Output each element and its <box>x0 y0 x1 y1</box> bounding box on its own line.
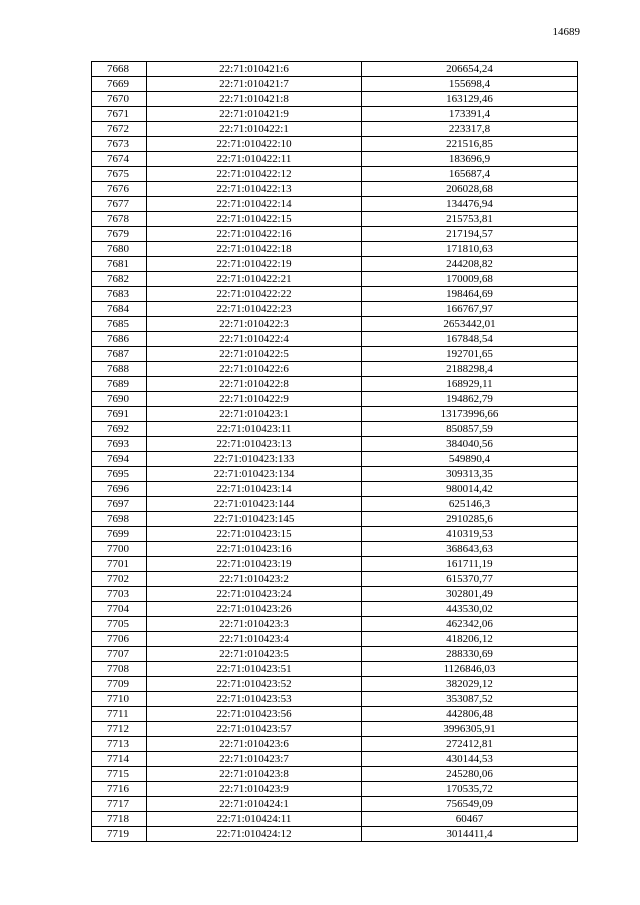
row-number-cell: 7717 <box>92 797 147 812</box>
row-number-cell: 7688 <box>92 362 147 377</box>
cadastral-value-cell: 2653442,01 <box>362 317 578 332</box>
row-number-cell: 7677 <box>92 197 147 212</box>
row-number-cell: 7693 <box>92 437 147 452</box>
table-row <box>92 572 578 587</box>
cadastral-number-cell: 22:71:010422:8 <box>147 377 362 392</box>
cadastral-number-cell: 22:71:010423:52 <box>147 677 362 692</box>
table-row <box>92 302 578 317</box>
table-row <box>92 737 578 752</box>
row-number-cell: 7697 <box>92 497 147 512</box>
cadastral-value-cell: 625146,3 <box>362 497 578 512</box>
row-number-cell: 7675 <box>92 167 147 182</box>
cadastral-number-cell: 22:71:010423:1 <box>147 407 362 422</box>
table-row <box>92 182 578 197</box>
cadastral-number-cell: 22:71:010423:19 <box>147 557 362 572</box>
row-number-cell: 7678 <box>92 212 147 227</box>
table-row <box>92 557 578 572</box>
cadastral-value-cell: 161711,19 <box>362 557 578 572</box>
table-row <box>92 497 578 512</box>
row-number-cell: 7700 <box>92 542 147 557</box>
cadastral-number-cell: 22:71:010423:2 <box>147 572 362 587</box>
row-number-cell: 7682 <box>92 272 147 287</box>
row-number-cell: 7707 <box>92 647 147 662</box>
cadastral-value-cell: 2910285,6 <box>362 512 578 527</box>
cadastral-number-cell: 22:71:010423:3 <box>147 617 362 632</box>
cadastral-number-cell: 22:71:010422:18 <box>147 242 362 257</box>
row-number-cell: 7719 <box>92 827 147 842</box>
table-row <box>92 362 578 377</box>
cadastral-value-cell: 288330,69 <box>362 647 578 662</box>
cadastral-value-cell: 206028,68 <box>362 182 578 197</box>
cadastral-value-cell: 410319,53 <box>362 527 578 542</box>
table-body <box>92 62 578 842</box>
cadastral-number-cell: 22:71:010422:5 <box>147 347 362 362</box>
cadastral-value-cell: 217194,57 <box>362 227 578 242</box>
table-row <box>92 167 578 182</box>
cadastral-value-cell: 194862,79 <box>362 392 578 407</box>
table-row <box>92 767 578 782</box>
cadastral-value-cell: 384040,56 <box>362 437 578 452</box>
table-row <box>92 227 578 242</box>
cadastral-value-cell: 245280,06 <box>362 767 578 782</box>
cadastral-number-cell: 22:71:010423:14 <box>147 482 362 497</box>
row-number-cell: 7684 <box>92 302 147 317</box>
cadastral-value-cell: 223317,8 <box>362 122 578 137</box>
table-row <box>92 392 578 407</box>
cadastral-number-cell: 22:71:010422:16 <box>147 227 362 242</box>
cadastral-value-cell: 13173996,66 <box>362 407 578 422</box>
cadastral-number-cell: 22:71:010423:56 <box>147 707 362 722</box>
row-number-cell: 7710 <box>92 692 147 707</box>
row-number-cell: 7690 <box>92 392 147 407</box>
cadastral-value-cell: 165687,4 <box>362 167 578 182</box>
table-row <box>92 62 578 77</box>
row-number-cell: 7718 <box>92 812 147 827</box>
table-row <box>92 437 578 452</box>
table-row <box>92 647 578 662</box>
cadastral-value-cell: 155698,4 <box>362 77 578 92</box>
row-number-cell: 7715 <box>92 767 147 782</box>
table-row <box>92 797 578 812</box>
table-row <box>92 512 578 527</box>
row-number-cell: 7679 <box>92 227 147 242</box>
cadastral-number-cell: 22:71:010422:10 <box>147 137 362 152</box>
cadastral-value-cell: 430144,53 <box>362 752 578 767</box>
row-number-cell: 7691 <box>92 407 147 422</box>
cadastral-number-cell: 22:71:010423:51 <box>147 662 362 677</box>
row-number-cell: 7668 <box>92 62 147 77</box>
table-row <box>92 287 578 302</box>
table-row <box>92 137 578 152</box>
cadastral-number-cell: 22:71:010421:9 <box>147 107 362 122</box>
cadastral-value-cell: 170009,68 <box>362 272 578 287</box>
cadastral-number-cell: 22:71:010422:21 <box>147 272 362 287</box>
table-row <box>92 677 578 692</box>
cadastral-value-cell: 850857,59 <box>362 422 578 437</box>
row-number-cell: 7701 <box>92 557 147 572</box>
cadastral-number-cell: 22:71:010422:1 <box>147 122 362 137</box>
row-number-cell: 7712 <box>92 722 147 737</box>
row-number-cell: 7716 <box>92 782 147 797</box>
table-row <box>92 527 578 542</box>
cadastral-number-cell: 22:71:010422:14 <box>147 197 362 212</box>
table-row <box>92 692 578 707</box>
cadastral-value-cell: 215753,81 <box>362 212 578 227</box>
cadastral-number-cell: 22:71:010422:12 <box>147 167 362 182</box>
row-number-cell: 7674 <box>92 152 147 167</box>
table-row <box>92 377 578 392</box>
cadastral-number-cell: 22:71:010424:12 <box>147 827 362 842</box>
row-number-cell: 7714 <box>92 752 147 767</box>
table-row <box>92 602 578 617</box>
cadastral-value-cell: 3014411,4 <box>362 827 578 842</box>
cadastral-number-cell: 22:71:010424:1 <box>147 797 362 812</box>
cadastral-value-cell: 309313,35 <box>362 467 578 482</box>
cadastral-number-cell: 22:71:010423:5 <box>147 647 362 662</box>
cadastral-number-cell: 22:71:010422:15 <box>147 212 362 227</box>
cadastral-number-cell: 22:71:010422:9 <box>147 392 362 407</box>
cadastral-value-cell: 615370,77 <box>362 572 578 587</box>
cadastral-number-cell: 22:71:010422:22 <box>147 287 362 302</box>
table-row <box>92 542 578 557</box>
cadastral-value-cell: 302801,49 <box>362 587 578 602</box>
cadastral-number-cell: 22:71:010422:13 <box>147 182 362 197</box>
table-row <box>92 242 578 257</box>
cadastral-value-cell: 168929,11 <box>362 377 578 392</box>
cadastral-value-cell: 183696,9 <box>362 152 578 167</box>
table-row <box>92 422 578 437</box>
cadastral-number-cell: 22:71:010423:9 <box>147 782 362 797</box>
row-number-cell: 7706 <box>92 632 147 647</box>
cadastral-number-cell: 22:71:010423:57 <box>147 722 362 737</box>
table-row <box>92 482 578 497</box>
cadastral-number-cell: 22:71:010423:6 <box>147 737 362 752</box>
cadastral-number-cell: 22:71:010423:15 <box>147 527 362 542</box>
cadastral-number-cell: 22:71:010423:26 <box>147 602 362 617</box>
cadastral-number-cell: 22:71:010422:4 <box>147 332 362 347</box>
row-number-cell: 7683 <box>92 287 147 302</box>
cadastral-value-cell: 368643,63 <box>362 542 578 557</box>
cadastral-number-cell: 22:71:010423:144 <box>147 497 362 512</box>
row-number-cell: 7687 <box>92 347 147 362</box>
cadastral-number-cell: 22:71:010421:8 <box>147 92 362 107</box>
table-row <box>92 722 578 737</box>
row-number-cell: 7689 <box>92 377 147 392</box>
table-row <box>92 617 578 632</box>
table-row <box>92 752 578 767</box>
row-number-cell: 7676 <box>92 182 147 197</box>
cadastral-value-cell: 980014,42 <box>362 482 578 497</box>
table-row <box>92 92 578 107</box>
table-row <box>92 407 578 422</box>
cadastral-value-cell: 2188298,4 <box>362 362 578 377</box>
cadastral-number-cell: 22:71:010424:11 <box>147 812 362 827</box>
cadastral-number-cell: 22:71:010423:11 <box>147 422 362 437</box>
cadastral-value-cell: 166767,97 <box>362 302 578 317</box>
cadastral-value-cell: 171810,63 <box>362 242 578 257</box>
cadastral-number-cell: 22:71:010423:24 <box>147 587 362 602</box>
table-row <box>92 632 578 647</box>
cadastral-number-cell: 22:71:010423:16 <box>147 542 362 557</box>
cadastral-value-cell: 198464,69 <box>362 287 578 302</box>
table-row <box>92 197 578 212</box>
table-row <box>92 332 578 347</box>
cadastral-number-cell: 22:71:010423:134 <box>147 467 362 482</box>
cadastral-value-cell: 272412,81 <box>362 737 578 752</box>
row-number-cell: 7685 <box>92 317 147 332</box>
row-number-cell: 7705 <box>92 617 147 632</box>
cadastral-value-cell: 173391,4 <box>362 107 578 122</box>
cadastral-number-cell: 22:71:010423:4 <box>147 632 362 647</box>
table-row <box>92 272 578 287</box>
cadastral-number-cell: 22:71:010421:6 <box>147 62 362 77</box>
cadastral-value-cell: 170535,72 <box>362 782 578 797</box>
row-number-cell: 7702 <box>92 572 147 587</box>
row-number-cell: 7669 <box>92 77 147 92</box>
page-number: 14689 <box>552 26 580 38</box>
cadastral-number-cell: 22:71:010421:7 <box>147 77 362 92</box>
cadastral-value-cell: 163129,46 <box>362 92 578 107</box>
cadastral-value-cell: 353087,52 <box>362 692 578 707</box>
table-row <box>92 122 578 137</box>
table-row <box>92 812 578 827</box>
cadastral-number-cell: 22:71:010423:145 <box>147 512 362 527</box>
cadastral-number-cell: 22:71:010423:8 <box>147 767 362 782</box>
row-number-cell: 7673 <box>92 137 147 152</box>
row-number-cell: 7671 <box>92 107 147 122</box>
table-row <box>92 347 578 362</box>
cadastral-value-cell: 756549,09 <box>362 797 578 812</box>
cadastral-value-cell: 549890,4 <box>362 452 578 467</box>
table-row <box>92 452 578 467</box>
table-row <box>92 827 578 842</box>
cadastral-number-cell: 22:71:010423:53 <box>147 692 362 707</box>
cadastral-value-cell: 167848,54 <box>362 332 578 347</box>
cadastral-value-cell: 462342,06 <box>362 617 578 632</box>
cadastral-number-cell: 22:71:010422:19 <box>147 257 362 272</box>
cadastral-value-cell: 244208,82 <box>362 257 578 272</box>
cadastral-value-cell: 134476,94 <box>362 197 578 212</box>
row-number-cell: 7695 <box>92 467 147 482</box>
table-row <box>92 662 578 677</box>
row-number-cell: 7703 <box>92 587 147 602</box>
cadastral-value-cell: 382029,12 <box>362 677 578 692</box>
table-row <box>92 152 578 167</box>
row-number-cell: 7680 <box>92 242 147 257</box>
cadastral-number-cell: 22:71:010423:13 <box>147 437 362 452</box>
cadastral-value-cell: 443530,02 <box>362 602 578 617</box>
cadastral-number-cell: 22:71:010422:3 <box>147 317 362 332</box>
cadastral-value-cell: 3996305,91 <box>362 722 578 737</box>
cadastral-number-cell: 22:71:010422:23 <box>147 302 362 317</box>
row-number-cell: 7681 <box>92 257 147 272</box>
cadastral-value-cell: 442806,48 <box>362 707 578 722</box>
row-number-cell: 7699 <box>92 527 147 542</box>
row-number-cell: 7709 <box>92 677 147 692</box>
row-number-cell: 7711 <box>92 707 147 722</box>
table-row <box>92 587 578 602</box>
table-row <box>92 707 578 722</box>
table-row <box>92 257 578 272</box>
row-number-cell: 7672 <box>92 122 147 137</box>
table-row <box>92 212 578 227</box>
table-row <box>92 107 578 122</box>
row-number-cell: 7698 <box>92 512 147 527</box>
cadastral-value-cell: 221516,85 <box>362 137 578 152</box>
cadastral-number-cell: 22:71:010423:133 <box>147 452 362 467</box>
table-row <box>92 77 578 92</box>
cadastral-value-cell: 192701,65 <box>362 347 578 362</box>
row-number-cell: 7708 <box>92 662 147 677</box>
cadastral-number-cell: 22:71:010422:6 <box>147 362 362 377</box>
table-row <box>92 467 578 482</box>
row-number-cell: 7704 <box>92 602 147 617</box>
cadastral-value-cell: 206654,24 <box>362 62 578 77</box>
row-number-cell: 7692 <box>92 422 147 437</box>
cadastral-value-cell: 418206,12 <box>362 632 578 647</box>
row-number-cell: 7713 <box>92 737 147 752</box>
cadastral-value-cell: 1126846,03 <box>362 662 578 677</box>
table-row <box>92 317 578 332</box>
table-row <box>92 782 578 797</box>
row-number-cell: 7694 <box>92 452 147 467</box>
row-number-cell: 7696 <box>92 482 147 497</box>
cadastral-value-table <box>91 61 578 842</box>
row-number-cell: 7670 <box>92 92 147 107</box>
cadastral-value-cell: 60467 <box>362 812 578 827</box>
cadastral-number-cell: 22:71:010423:7 <box>147 752 362 767</box>
row-number-cell: 7686 <box>92 332 147 347</box>
cadastral-number-cell: 22:71:010422:11 <box>147 152 362 167</box>
